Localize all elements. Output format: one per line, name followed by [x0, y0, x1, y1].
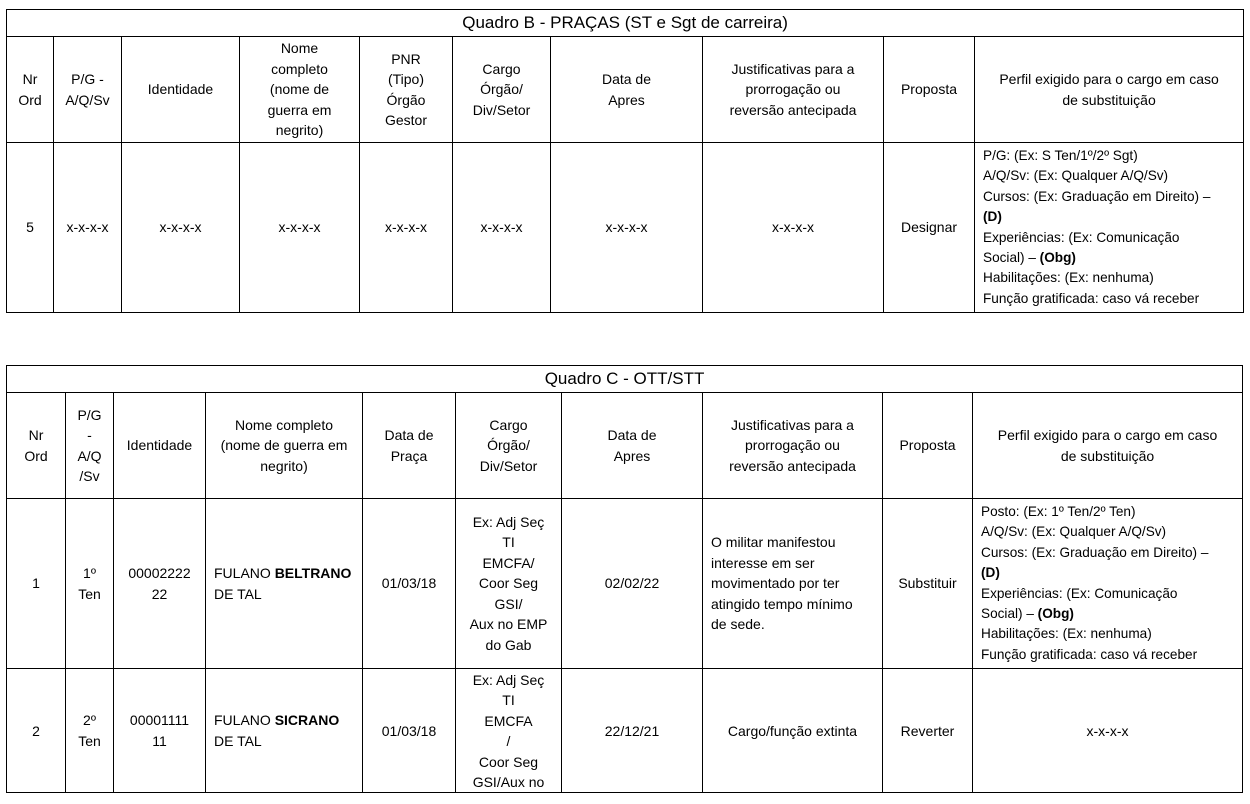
header-proposta: Proposta	[883, 393, 973, 499]
header-nome: Nome completo (nome de guerra em negrito)	[240, 37, 360, 143]
cell-perfil: P/G: (Ex: S Ten/1º/2º Sgt) A/Q/Sv: (Ex: Qualquer A/Q/Sv) Cursos: (Ex: Graduação em Direito) – (D) Experiências: (Ex: Comunicação Social) – (Obg) Habilitações: (Ex: nenhuma) Função gratificada: caso vá receber	[975, 143, 1244, 313]
cell-data-praca: 01/03/18	[363, 499, 456, 669]
cell-justificativa: Cargo/função extinta	[703, 669, 883, 793]
cell-data-praca: 01/03/18	[363, 669, 456, 793]
quadro-b-table	[6, 9, 1244, 313]
cell-pg: x-x-x-x	[54, 143, 122, 313]
header-nome: Nome completo (nome de guerra em negrito)	[206, 393, 363, 499]
cell-identidade: 00002222 22	[114, 499, 206, 669]
header-justificativas: Justificativas para a prorrogação ou reversão antecipada	[703, 393, 883, 499]
header-pg: P/G - A/Q/Sv	[54, 37, 122, 143]
header-pnr: PNR (Tipo) Órgão Gestor	[360, 37, 453, 143]
cell-proposta: Substituir	[883, 499, 973, 669]
cell-nome: FULANO SICRANO DE TAL	[206, 669, 363, 793]
header-pg: P/G - A/Q /Sv	[66, 393, 114, 499]
cell-identidade: 00001111 11	[114, 669, 206, 793]
cell-data-apres: x-x-x-x	[551, 143, 703, 313]
cell-cargo: x-x-x-x	[453, 143, 551, 313]
quadro-c-header-row	[7, 393, 1243, 499]
cell-proposta: Reverter	[883, 669, 973, 793]
cell-data-apres: 22/12/21	[562, 669, 703, 793]
header-perfil: Perfil exigido para o cargo em caso de substituição	[975, 37, 1244, 143]
header-identidade: Identidade	[122, 37, 240, 143]
cell-perfil: x-x-x-x	[973, 669, 1243, 793]
header-nr-ord: Nr Ord	[7, 37, 54, 143]
header-data-praca: Data de Praça	[363, 393, 456, 499]
cell-cargo: Ex: Adj Seç TI EMCFA / Coor Seg GSI/Aux no	[456, 669, 562, 793]
header-cargo: Cargo Órgão/ Div/Setor	[456, 393, 562, 499]
cell-proposta: Designar	[884, 143, 975, 313]
cell-pnr: x-x-x-x	[360, 143, 453, 313]
cell-pg: 1º Ten	[66, 499, 114, 669]
header-data-apres: Data de Apres	[562, 393, 703, 499]
cell-perfil: Posto: (Ex: 1º Ten/2º Ten) A/Q/Sv: (Ex: Qualquer A/Q/Sv) Cursos: (Ex: Graduação em Direito) – (D) Experiências: (Ex: Comunicação Social) – (Obg) Habilitações: (Ex: nenhuma) Função gratificada: caso vá receber	[973, 499, 1243, 669]
header-nr-ord: Nr Ord	[7, 393, 66, 499]
header-cargo: Cargo Órgão/ Div/Setor	[453, 37, 551, 143]
header-proposta: Proposta	[884, 37, 975, 143]
table-row	[7, 499, 1243, 669]
quadro-b-header-row	[7, 37, 1244, 143]
cell-justificativa: x-x-x-x	[703, 143, 884, 313]
cell-justificativa: O militar manifestou interesse em ser movimentado por ter atingido tempo mínimo de sede.	[703, 499, 883, 669]
table-row	[7, 669, 1243, 793]
cell-cargo: Ex: Adj Seç TI EMCFA/ Coor Seg GSI/ Aux no EMP do Gab	[456, 499, 562, 669]
cell-nr: 2	[7, 669, 66, 793]
table-row	[7, 143, 1244, 313]
quadro-c-table	[6, 365, 1243, 793]
cell-nome: FULANO BELTRANO DE TAL	[206, 499, 363, 669]
cell-data-apres: 02/02/22	[562, 499, 703, 669]
cell-identidade: x-x-x-x	[122, 143, 240, 313]
header-perfil: Perfil exigido para o cargo em caso de substituição	[973, 393, 1243, 499]
cell-nr: 5	[7, 143, 54, 313]
quadro-b-title: Quadro B - PRAÇAS (ST e Sgt de carreira)	[7, 10, 1244, 37]
quadro-c-title: Quadro C - OTT/STT	[7, 366, 1243, 393]
cell-nr: 1	[7, 499, 66, 669]
header-justificativas: Justificativas para a prorrogação ou reversão antecipada	[703, 37, 884, 143]
cell-nome: x-x-x-x	[240, 143, 360, 313]
header-identidade: Identidade	[114, 393, 206, 499]
cell-pg: 2º Ten	[66, 669, 114, 793]
header-data-apres: Data de Apres	[551, 37, 703, 143]
